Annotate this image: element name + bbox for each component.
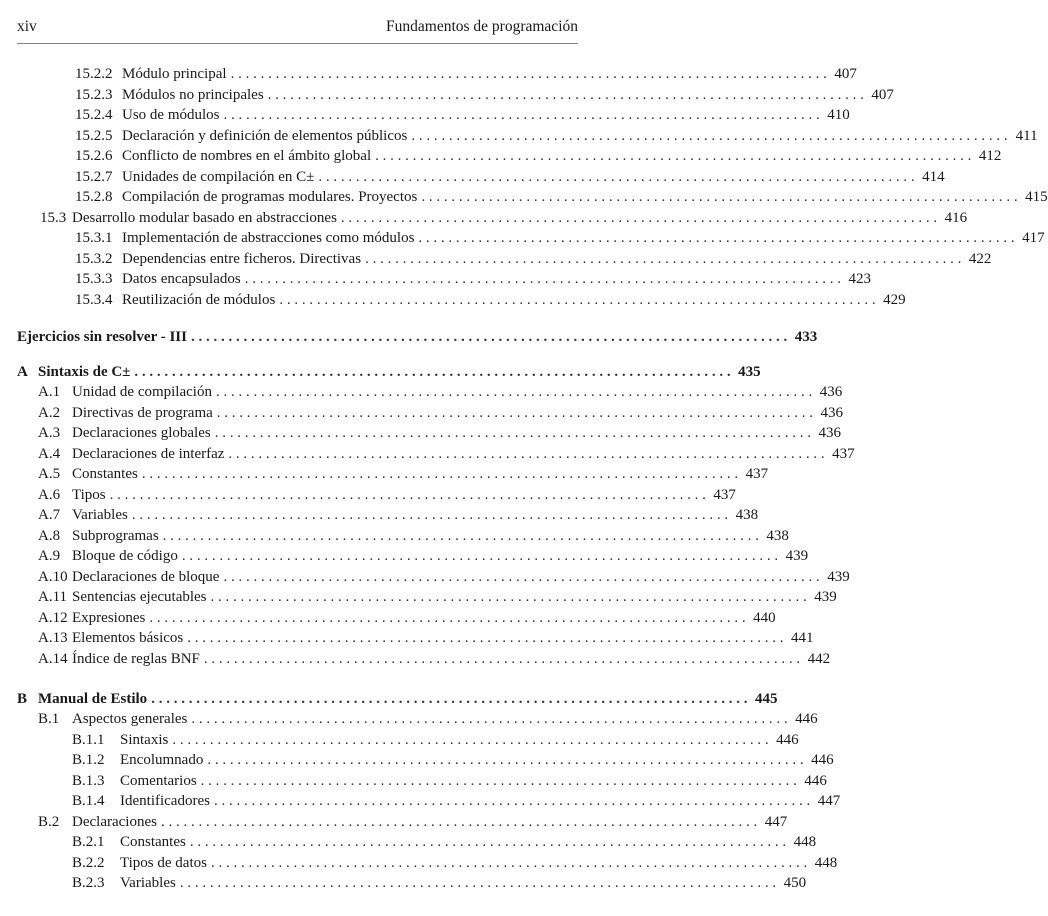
toc-entry-line (120, 750, 834, 771)
dot-leader: . . . . . . . . . . . . . . . . . . . . . . . . . . . . . . . . . . . . . . . . . . . . . . . . . . . . . . . . . . . . . . . . . . . . . . . . . . . . . . . . (207, 752, 804, 768)
toc-entry-page: 447 (817, 793, 841, 809)
toc-entry-page: 439 (814, 589, 837, 605)
toc-entry[interactable] (0, 382, 843, 403)
toc-entry-title: Directivas de programa (72, 404, 213, 421)
toc-entry[interactable] (0, 505, 759, 526)
dot-leader: . . . . . . . . . . . . . . . . . . . . . . . . . . . . . . . . . . . . . . . . . . . . . . . . . . . . . . . . . . . . . . . . . . . . . . . . . . . . . . . . (411, 127, 1008, 144)
toc-entry-line (122, 167, 945, 188)
toc-entry-line (120, 791, 841, 812)
toc-entry[interactable] (0, 327, 818, 348)
toc-entry-page: 447 (764, 813, 788, 830)
toc-entry-number: 15.3.1 (75, 230, 113, 246)
toc-entry-number: A.12 (38, 609, 68, 626)
toc-entry[interactable] (0, 208, 968, 229)
toc-entry-line (122, 269, 871, 290)
dot-leader: . . . . . . . . . . . . . . . . . . . . . . . . . . . . . . . . . . . . . . . . . . . . . . . . . . . . . . . . . . . . . . . . . . . . . . . . . . . . . . . . (179, 875, 777, 891)
toc-entry-number: B.1.4 (72, 793, 105, 809)
toc-entry-title: Sentencias ejecutables (72, 589, 207, 605)
toc-entry-title: Declaraciones globales (72, 425, 211, 441)
toc-entry-line (72, 505, 759, 526)
dot-leader: . . . . . . . . . . . . . . . . . . . . . . . . . . . . . . . . . . . . . . . . . . . . . . . . . . . . . . . . . . . . . . . . . . . . . . . . . . . . . . . . (216, 404, 814, 421)
toc-entry-line (72, 423, 841, 444)
toc-entry-title: Sintaxis (120, 731, 169, 748)
toc-entry-page: 438 (766, 527, 789, 544)
toc-entry-number: A.13 (38, 630, 68, 646)
dot-leader: . . . . . . . . . . . . . . . . . . . . . . . . . . . . . . . . . . . . . . . . . . . . . . . . . . . . . . . . . . . . . . . . . . . . . . . . . . . . . . . . (214, 425, 811, 441)
toc-entry-number: A (17, 363, 28, 380)
toc-entry-number: A.10 (38, 568, 68, 585)
dot-leader: . . . . . . . . . . . . . . . . . . . . . . . . . . . . . . . . . . . . . . . . . . . . . . . . . . . . . . . . . . . . . . . . . . . . . . . . . . . . . . . . (223, 107, 820, 123)
toc-entry-title: Módulos no principales (122, 86, 264, 103)
dot-leader: . . . . . . . . . . . . . . . . . . . . . . . . . . . . . . . . . . . . . . . . . . . . . . . . . . . . . . . . . . . . . . . . . . . . . . . . . . . . . . . . (189, 834, 787, 850)
toc-entry-number: B.1.3 (72, 772, 105, 789)
dot-leader: . . . . . . . . . . . . . . . . . . . . . . . . . . . . . . . . . . . . . . . . . . . . . . . . . . . . . . . . . . . . . . . . . . . . . . . . . . . . . . . . (279, 291, 876, 308)
dot-leader: . . . . . . . . . . . . . . . . . . . . . . . . . . . . . . . . . . . . . . . . . . . . . . . . . . . . . . . . . . . . . . . . . . . . . . . . . . . . . . . . (109, 486, 706, 503)
toc-entry-title: Manual de Estilo (38, 690, 148, 707)
toc-entry-page: 416 (944, 209, 968, 226)
toc-entry-title: Aspectos generales (72, 711, 188, 727)
toc-entry[interactable] (0, 290, 906, 311)
toc-entry-line (38, 362, 761, 383)
toc-entry-title: Elementos básicos (72, 630, 184, 646)
toc-entry-number: B.1.1 (72, 731, 105, 748)
toc-entry-title: Declaraciones de interfaz (72, 445, 225, 462)
dot-leader: . . . . . . . . . . . . . . . . . . . . . . . . . . . . . . . . . . . . . . . . . . . . . . . . . . . . . . . . . . . . . . . . . . . . . . . . . . . . . . . . (340, 209, 938, 226)
toc-entry[interactable] (0, 526, 789, 547)
toc-entry[interactable] (0, 812, 788, 833)
toc-entry-page: 412 (978, 148, 1002, 164)
toc-entry-number: 15.2.5 (75, 127, 113, 144)
toc-entry-line (120, 832, 817, 853)
toc-entry-page: 439 (785, 548, 809, 564)
toc-entry-line (122, 126, 1038, 147)
toc-entry-number: 15.2.4 (75, 107, 113, 123)
toc-entry-line (72, 649, 831, 670)
toc-entry-number: 15.3.3 (75, 271, 113, 287)
page-number: xiv (17, 18, 37, 35)
dot-leader: . . . . . . . . . . . . . . . . . . . . . . . . . . . . . . . . . . . . . . . . . . . . . . . . . . . . . . . . . . . . . . . . . . . . . . . . . . . . . . . . (213, 793, 811, 809)
toc-entry-line (72, 567, 850, 588)
toc-entry-line (122, 146, 1002, 167)
dot-leader: . . . . . . . . . . . . . . . . . . . . . . . . . . . . . . . . . . . . . . . . . . . . . . . . . . . . . . . . . . . . . . . . . . . . . . . . . . . . . . . . (190, 328, 788, 345)
toc-entry[interactable] (0, 105, 850, 126)
toc-entry-number: 15.3.2 (75, 250, 113, 267)
toc-entry-title: Declaraciones (72, 813, 157, 830)
toc-entry-page: 448 (793, 834, 817, 850)
toc-entry[interactable] (0, 269, 871, 290)
toc-entry-number: A.5 (38, 466, 61, 482)
toc-entry[interactable] (0, 403, 844, 424)
toc-entry-title: Reutilización de módulos (122, 291, 276, 308)
toc-entry-number: A.1 (38, 384, 61, 400)
toc-entry-number: 15.3 (40, 209, 67, 226)
dot-leader: . . . . . . . . . . . . . . . . . . . . . . . . . . . . . . . . . . . . . . . . . . . . . . . . . . . . . . . . . . . . . . . . . . . . . . . . . . . . . . . . (318, 168, 915, 185)
toc-entry-page: 407 (871, 86, 894, 103)
toc-entry-number: B.2 (38, 813, 60, 830)
toc-entry-title: Declaraciones de bloque (72, 568, 220, 585)
dot-leader: . . . . . . . . . . . . . . . . . . . . . . . . . . . . . . . . . . . . . . . . . . . . . . . . . . . . . . . . . . . . . . . . . . . . . . . . . . . . . . . . (162, 527, 759, 544)
toc-entry-page: 436 (819, 384, 843, 400)
dot-leader: . . . . . . . . . . . . . . . . . . . . . . . . . . . . . . . . . . . . . . . . . . . . . . . . . . . . . . . . . . . . . . . . . . . . . . . . . . . . . . . . (267, 86, 864, 103)
toc-entry-title: Variables (120, 875, 176, 891)
table-of-contents (0, 64, 1048, 894)
toc-entry[interactable] (0, 485, 736, 506)
toc-entry-title: Identificadores (120, 793, 210, 809)
toc-entry-title: Variables (72, 507, 128, 523)
toc-entry-line (72, 546, 809, 567)
toc-entry[interactable] (0, 126, 1038, 147)
dot-leader: . . . . . . . . . . . . . . . . . . . . . . . . . . . . . . . . . . . . . . . . . . . . . . . . . . . . . . . . . . . . . . . . . . . . . . . . . . . . . . . . (191, 711, 788, 727)
toc-entry[interactable] (0, 587, 837, 608)
toc-entry-title: Conflicto de nombres en el ámbito global (122, 148, 372, 164)
toc-entry-page: 437 (713, 486, 736, 503)
toc-entry-line (122, 228, 1045, 249)
toc-entry-page: 442 (807, 650, 831, 667)
dot-leader: . . . . . . . . . . . . . . . . . . . . . . . . . . . . . . . . . . . . . . . . . . . . . . . . . . . . . . . . . . . . . . . . . . . . . . . . . . . . . . . . (134, 363, 731, 380)
toc-entry-page: 446 (795, 711, 818, 727)
toc-entry-line (120, 853, 838, 874)
toc-entry[interactable] (0, 730, 799, 751)
toc-entry[interactable] (0, 444, 855, 465)
toc-entry-line (72, 382, 843, 403)
toc-entry-number: A.11 (38, 589, 68, 605)
toc-entry-page: 446 (804, 772, 827, 789)
toc-entry-page: 423 (848, 271, 871, 287)
toc-entry-number: B.2.2 (72, 854, 105, 871)
toc-entry-page: 411 (1015, 127, 1038, 144)
toc-entry[interactable] (0, 546, 809, 567)
toc-entry[interactable] (0, 853, 838, 874)
dot-leader: . . . . . . . . . . . . . . . . . . . . . . . . . . . . . . . . . . . . . . . . . . . . . . . . . . . . . . . . . . . . . . . . . . . . . . . . . . . . . . . . (215, 384, 813, 400)
dot-leader: . . . . . . . . . . . . . . . . . . . . . . . . . . . . . . . . . . . . . . . . . . . . . . . . . . . . . . . . . . . . . . . . . . . . . . . . . . . . . . . . (200, 772, 797, 789)
toc-entry[interactable] (0, 64, 857, 85)
toc-entry-line (72, 812, 788, 833)
toc-entry-number: 15.2.2 (75, 66, 113, 82)
toc-entry-page: 410 (827, 107, 850, 123)
toc-entry-line (72, 444, 855, 465)
toc-entry-line (72, 628, 814, 649)
toc-entry-page: 422 (968, 250, 992, 267)
toc-entry-title: Tipos de datos (120, 854, 207, 871)
toc-entry-page: 433 (794, 328, 818, 345)
toc-entry-number: A.4 (38, 445, 61, 462)
toc-entry-number: B.2.3 (72, 875, 105, 891)
toc-entry-page: 436 (818, 425, 841, 441)
toc-entry-page: 417 (1022, 230, 1045, 246)
dot-leader: . . . . . . . . . . . . . . . . . . . . . . . . . . . . . . . . . . . . . . . . . . . . . . . . . . . . . . . . . . . . . . . . . . . . . . . . . . . . . . . . (172, 731, 769, 748)
toc-entry-page: 435 (738, 363, 761, 380)
toc-entry-line (72, 608, 776, 629)
toc-entry-page: 450 (783, 875, 807, 891)
toc-entry-line (122, 290, 906, 311)
toc-entry-number: 15.2.7 (75, 168, 113, 185)
toc-entry-page: 437 (745, 466, 769, 482)
dot-leader: . . . . . . . . . . . . . . . . . . . . . . . . . . . . . . . . . . . . . . . . . . . . . . . . . . . . . . . . . . . . . . . . . . . . . . . . . . . . . . . . (223, 568, 820, 585)
toc-entry-title: Comentarios (120, 772, 197, 789)
toc-entry[interactable] (0, 771, 827, 792)
toc-entry-title: Unidad de compilación (72, 384, 212, 400)
toc-entry-line (72, 709, 818, 730)
dot-leader: . . . . . . . . . . . . . . . . . . . . . . . . . . . . . . . . . . . . . . . . . . . . . . . . . . . . . . . . . . . . . . . . . . . . . . . . . . . . . . . . (421, 189, 1018, 205)
dot-leader: . . . . . . . . . . . . . . . . . . . . . . . . . . . . . . . . . . . . . . . . . . . . . . . . . . . . . . . . . . . . . . . . . . . . . . . . . . . . . . . . (365, 250, 962, 267)
toc-entry[interactable] (0, 628, 814, 649)
toc-entry[interactable] (0, 228, 1045, 249)
toc-entry-title: Módulo principal (122, 66, 227, 82)
toc-entry-number: B.1.2 (72, 752, 105, 768)
dot-leader: . . . . . . . . . . . . . . . . . . . . . . . . . . . . . . . . . . . . . . . . . . . . . . . . . . . . . . . . . . . . . . . . . . . . . . . . . . . . . . . . (244, 271, 841, 287)
toc-entry-title: Ejercicios sin resolver - III (17, 328, 187, 345)
toc-entry[interactable] (0, 709, 818, 730)
toc-entry-page: 439 (827, 568, 850, 585)
toc-entry[interactable] (0, 689, 778, 710)
toc-entry-number: 15.2.8 (75, 189, 113, 205)
toc-entry[interactable] (0, 167, 945, 188)
toc-entry[interactable] (0, 249, 992, 270)
toc-entry-page: 445 (754, 690, 778, 707)
toc-entry[interactable] (0, 649, 831, 670)
toc-entry-page: 438 (735, 507, 759, 523)
toc-entry-line (122, 249, 992, 270)
toc-entry-page: 437 (832, 445, 855, 462)
toc-entry-title: Tipos (72, 486, 106, 503)
toc-entry[interactable] (0, 187, 1048, 208)
toc-entry-title: Declaración y definición de elementos públicos (122, 127, 408, 144)
dot-leader: . . . . . . . . . . . . . . . . . . . . . . . . . . . . . . . . . . . . . . . . . . . . . . . . . . . . . . . . . . . . . . . . . . . . . . . . . . . . . . . . (203, 650, 801, 667)
dot-leader: . . . . . . . . . . . . . . . . . . . . . . . . . . . . . . . . . . . . . . . . . . . . . . . . . . . . . . . . . . . . . . . . . . . . . . . . . . . . . . . . (210, 589, 807, 605)
toc-entry-title: Unidades de compilación en C± (122, 168, 315, 185)
toc-entry-title: Sintaxis de C± (38, 363, 131, 380)
toc-entry-line (72, 403, 844, 424)
toc-entry-page: 446 (811, 752, 834, 768)
dot-leader: . . . . . . . . . . . . . . . . . . . . . . . . . . . . . . . . . . . . . . . . . . . . . . . . . . . . . . . . . . . . . . . . . . . . . . . . . . . . . . . . (181, 548, 779, 564)
toc-entry-number: A.2 (38, 404, 61, 421)
header-rule (17, 43, 578, 44)
toc-entry-number: A.9 (38, 548, 61, 564)
toc-entry-title: Desarrollo modular basado en abstracciones (72, 209, 337, 226)
dot-leader: . . . . . . . . . . . . . . . . . . . . . . . . . . . . . . . . . . . . . . . . . . . . . . . . . . . . . . . . . . . . . . . . . . . . . . . . . . . . . . . . (210, 854, 808, 871)
toc-entry[interactable] (0, 85, 894, 106)
dot-leader: . . . . . . . . . . . . . . . . . . . . . . . . . . . . . . . . . . . . . . . . . . . . . . . . . . . . . . . . . . . . . . . . . . . . . . . . . . . . . . . . (160, 813, 758, 830)
toc-entry-line (122, 64, 857, 85)
toc-entry[interactable] (0, 832, 817, 853)
dot-leader: . . . . . . . . . . . . . . . . . . . . . . . . . . . . . . . . . . . . . . . . . . . . . . . . . . . . . . . . . . . . . . . . . . . . . . . . . . . . . . . . (187, 630, 784, 646)
dot-leader: . . . . . . . . . . . . . . . . . . . . . . . . . . . . . . . . . . . . . . . . . . . . . . . . . . . . . . . . . . . . . . . . . . . . . . . . . . . . . . . . (141, 466, 739, 482)
toc-entry-page: 415 (1025, 189, 1048, 205)
toc-entry[interactable] (0, 750, 834, 771)
toc-entry-title: Índice de reglas BNF (72, 650, 200, 667)
dot-leader: . . . . . . . . . . . . . . . . . . . . . . . . . . . . . . . . . . . . . . . . . . . . . . . . . . . . . . . . . . . . . . . . . . . . . . . . . . . . . . . . (149, 609, 746, 626)
dot-leader: . . . . . . . . . . . . . . . . . . . . . . . . . . . . . . . . . . . . . . . . . . . . . . . . . . . . . . . . . . . . . . . . . . . . . . . . . . . . . . . . (131, 507, 729, 523)
toc-entry-line (122, 105, 850, 126)
toc-entry[interactable] (0, 608, 776, 629)
toc-entry-number: B (17, 690, 28, 707)
toc-entry-page: 414 (922, 168, 945, 185)
toc-entry-line (72, 485, 736, 506)
running-title: Fundamentos de programación (386, 18, 578, 35)
toc-entry-line (72, 587, 837, 608)
toc-entry-number: A.7 (38, 507, 61, 523)
toc-entry-title: Compilación de programas modulares. Proyectos (122, 189, 418, 205)
toc-entry-line (72, 526, 789, 547)
toc-entry-page: 446 (776, 731, 799, 748)
toc-entry-line (122, 187, 1048, 208)
toc-entry-line (72, 464, 769, 485)
toc-entry-number: B.1 (38, 711, 60, 727)
toc-entry-title: Dependencias entre ficheros. Directivas (122, 250, 362, 267)
dot-leader: . . . . . . . . . . . . . . . . . . . . . . . . . . . . . . . . . . . . . . . . . . . . . . . . . . . . . . . . . . . . . . . . . . . . . . . . . . . . . . . . (151, 690, 748, 707)
toc-entry-page: 448 (814, 854, 838, 871)
dot-leader: . . . . . . . . . . . . . . . . . . . . . . . . . . . . . . . . . . . . . . . . . . . . . . . . . . . . . . . . . . . . . . . . . . . . . . . . . . . . . . . . (228, 445, 825, 462)
toc-entry-line (120, 771, 827, 792)
toc-entry-line (120, 730, 799, 751)
toc-entry-line (17, 327, 818, 348)
toc-entry-title: Datos encapsulados (122, 271, 241, 287)
toc-entry-page: 436 (820, 404, 844, 421)
toc-entry-page: 429 (883, 291, 906, 308)
toc-entry-title: Constantes (120, 834, 186, 850)
toc-entry-line (120, 873, 807, 894)
toc-entry[interactable] (0, 464, 769, 485)
toc-entry-number: A.6 (38, 486, 61, 503)
toc-entry-line (122, 85, 894, 106)
toc-entry-page: 407 (834, 66, 857, 82)
toc-entry-page: 441 (790, 630, 814, 646)
toc-entry-title: Uso de módulos (122, 107, 220, 123)
toc-entry-line (72, 208, 968, 229)
toc-entry-number: 15.2.3 (75, 86, 113, 103)
toc-entry-page: 440 (753, 609, 776, 626)
toc-entry-number: A.3 (38, 425, 61, 441)
toc-entry-title: Constantes (72, 466, 138, 482)
dot-leader: . . . . . . . . . . . . . . . . . . . . . . . . . . . . . . . . . . . . . . . . . . . . . . . . . . . . . . . . . . . . . . . . . . . . . . . . . . . . . . . . (375, 148, 972, 164)
toc-entry[interactable] (0, 146, 1002, 167)
toc-entry[interactable] (0, 791, 841, 812)
toc-entry-number: B.2.1 (72, 834, 105, 850)
toc-entry-title: Encolumnado (120, 752, 204, 768)
dot-leader: . . . . . . . . . . . . . . . . . . . . . . . . . . . . . . . . . . . . . . . . . . . . . . . . . . . . . . . . . . . . . . . . . . . . . . . . . . . . . . . . (418, 230, 1015, 246)
toc-entry[interactable] (0, 423, 841, 444)
toc-entry-number: 15.2.6 (75, 148, 113, 164)
toc-entry-title: Bloque de código (72, 548, 178, 564)
toc-entry-title: Implementación de abstracciones como módulos (122, 230, 415, 246)
toc-entry-number: A.8 (38, 527, 61, 544)
dot-leader: . . . . . . . . . . . . . . . . . . . . . . . . . . . . . . . . . . . . . . . . . . . . . . . . . . . . . . . . . . . . . . . . . . . . . . . . . . . . . . . . (230, 66, 827, 82)
toc-entry[interactable] (0, 567, 850, 588)
toc-entry[interactable] (0, 362, 761, 383)
toc-entry-line (38, 689, 778, 710)
toc-entry-title: Subprogramas (72, 527, 159, 544)
toc-entry-number: 15.3.4 (75, 291, 113, 308)
toc-entry-number: A.14 (38, 650, 68, 667)
toc-entry-title: Expresiones (72, 609, 146, 626)
toc-entry[interactable] (0, 873, 807, 894)
